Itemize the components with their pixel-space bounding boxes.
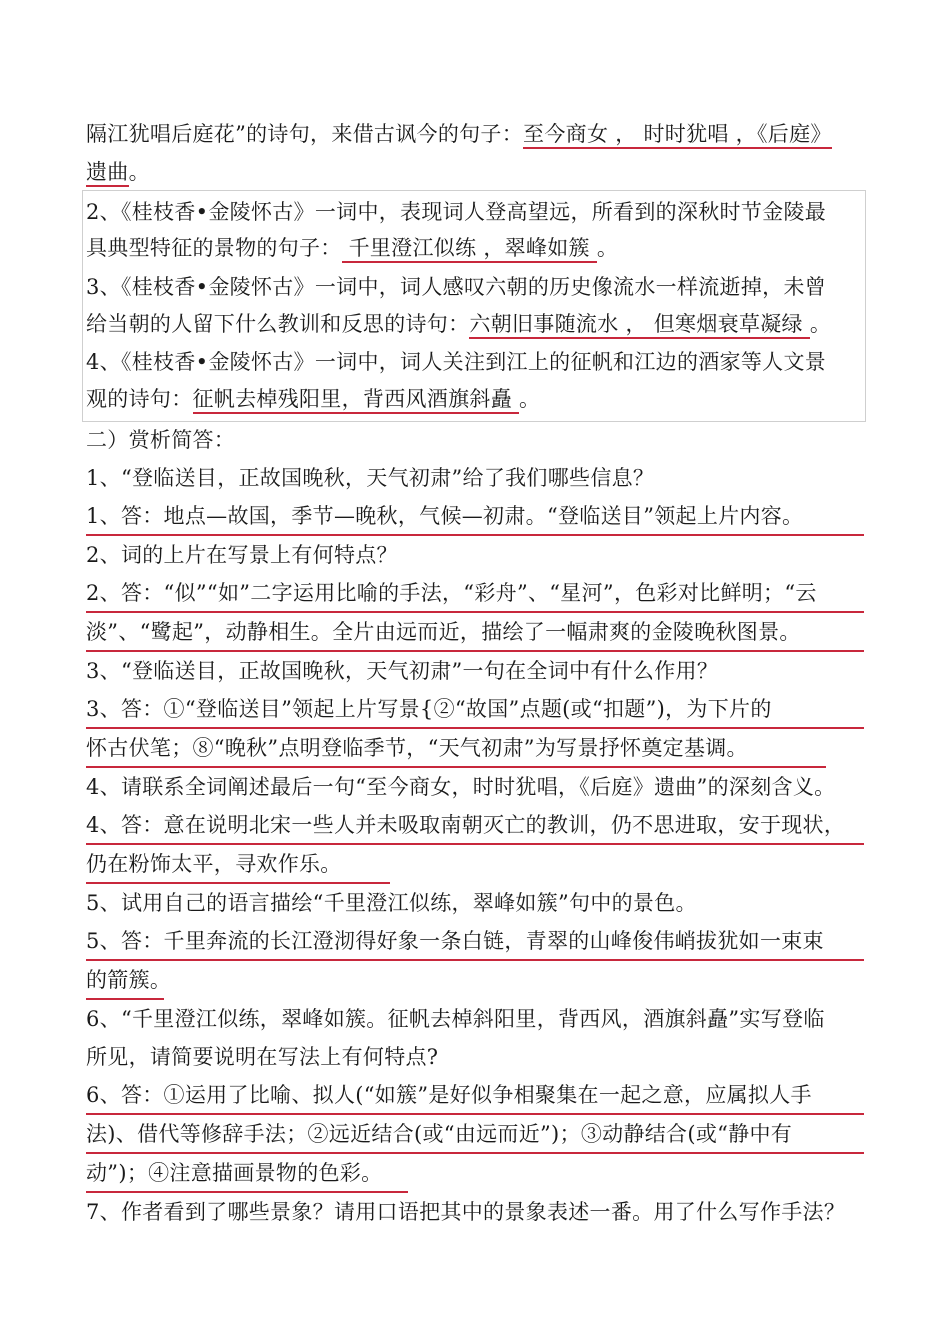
qa-2-answer-line2: 淡”、“鹭起”，动静相生。全片由远而近，描绘了一幅肃爽的金陵晚秋图景。 [86,620,801,644]
qa-4-answer-line1: 4、答：意在说明北宋一些人并未吸取南朝灭亡的教训，仍不思进取，安于现状， [86,813,846,837]
qa-1-question: 1、“登临送目，正故国晚秋，天气初肃”给了我们哪些信息？ [86,466,655,490]
fill-3-answer: 六朝旧事随流水 ， 但寒烟衰草凝绿 [469,312,809,339]
qa-2-question: 2、词的上片在写景上有何特点？ [86,543,398,567]
qa-6-answer-line1: 6、答：①运用了比喻、拟人(“如簇”是好似争相聚集在一起之意，应属拟人手 [86,1083,812,1107]
fill-4-answer: 征帆去棹残阳里，背西风酒旗斜矗 [193,387,519,414]
qa-6-question-line1: 6、“千里澄江似练，翠峰如簇。征帆去棹斜阳里，背西风，酒旗斜矗”实写登临 [86,1007,825,1031]
qa-5-answer-line2: 的箭簇。 [86,968,172,992]
q1-tail-text: 隔江犹唱后庭花”的诗句，来借古讽今的句子： [86,122,524,146]
fill-4-line2 [86,381,540,417]
fill-3-line1: 3、《桂枝香•金陵怀古》一词中，词人感叹六朝的历史像流水一样流逝掉，未曾 [86,275,827,299]
qa-5-answer-line1: 5、答：千里奔流的长江澄沏得好象一条白链，青翠的山峰俊伟峭拔犹如一束束 [86,929,824,953]
q1-answer-part2: 遗曲 [86,160,129,187]
qa-3-answer-underline1 [86,727,864,729]
q1-end: 。 [128,160,150,184]
qa-2-answer-underline2 [86,650,864,652]
q1-answer-part1: 至今商女 ， 时时犹唱 ，《后庭》 [523,122,832,149]
qa-2-answer-line1: 2、答：“似”“如”二字运用比喻的手法，“彩舟”、“星河”，色彩对比鲜明；“云 [86,581,817,605]
qa-1-answer: 1、答：地点—故国，季节—晚秋，气候—初肃。“登临送目”领起上片内容。 [86,504,804,528]
qa-5-question: 5、试用自己的语言描绘“千里澄江似练，翠峰如簇”句中的景色。 [86,891,697,915]
fill-4-line1: 4、《桂枝香•金陵怀古》一词中，词人关注到江上的征帆和江边的酒家等人文景 [86,350,827,374]
fill-4-prefix: 观的诗句： [86,387,193,411]
qa-3-question: 3、“登临送目，正故国晚秋，天气初肃”一句在全词中有什么作用？ [86,659,719,683]
qa-4-question: 4、请联系全词阐述最后一句“至今商女，时时犹唱，《后庭》遗曲”的深刻含义。 [86,775,836,799]
fill-2-prefix: 具典型特征的景物的句子： [86,236,342,260]
q1-tail-line2 [86,154,150,190]
fill-3-line2 [86,306,831,342]
fill-3-prefix: 给当朝的人留下什么教训和反思的诗句： [86,312,470,336]
qa-6-answer-underline1 [86,1113,864,1115]
fill-2-line2 [86,230,618,266]
qa-6-answer-line3: 动”)；④注意描画景物的色彩。 [86,1161,383,1185]
q1-tail-line1 [86,116,832,152]
qa-3-answer-underline2 [86,766,826,768]
qa-2-answer-underline1 [86,611,864,613]
section-title: 二）赏析简答： [86,428,236,452]
qa-3-answer-line2: 怀古伏笔；⑧“晚秋”点明登临季节，“天气初肃”为写景抒怀奠定基调。 [86,736,748,760]
fill-2-answer: 千里澄江似练 ，翠峰如簇 [342,236,597,263]
fill-4-end: 。 [518,387,541,411]
qa-1-answer-underline [86,534,864,536]
qa-6-answer-underline2 [86,1152,864,1154]
fill-2-end: 。 [596,236,619,260]
qa-7-question: 7、作者看到了哪些景象？请用口语把其中的景象表述一番。用了什么写作手法？ [86,1200,846,1224]
qa-6-answer-underline3 [86,1191,408,1193]
qa-3-answer-line1: 3、答：①“登临送目”领起上片写景{②“故国”点题(或“扣题”)，为下片的 [86,697,772,721]
qa-5-answer-underline1 [86,959,864,961]
qa-4-answer-underline2 [86,882,390,884]
fill-3-end: 。 [809,312,832,336]
qa-5-answer-underline2 [86,998,164,1000]
qa-6-answer-line2: 法)、借代等修辞手法；②远近结合(或“由远而近”)；③动静结合(或“静中有 [86,1122,793,1146]
qa-4-answer-underline1 [86,843,864,845]
qa-6-question-line2: 所见，请简要说明在写法上有何特点? [86,1045,439,1069]
qa-4-answer-line2: 仍在粉饰太平，寻欢作乐。 [86,852,342,876]
fill-2-line1: 2、《桂枝香•金陵怀古》一词中，表现词人登高望远，所看到的深秋时节金陵最 [86,200,827,224]
